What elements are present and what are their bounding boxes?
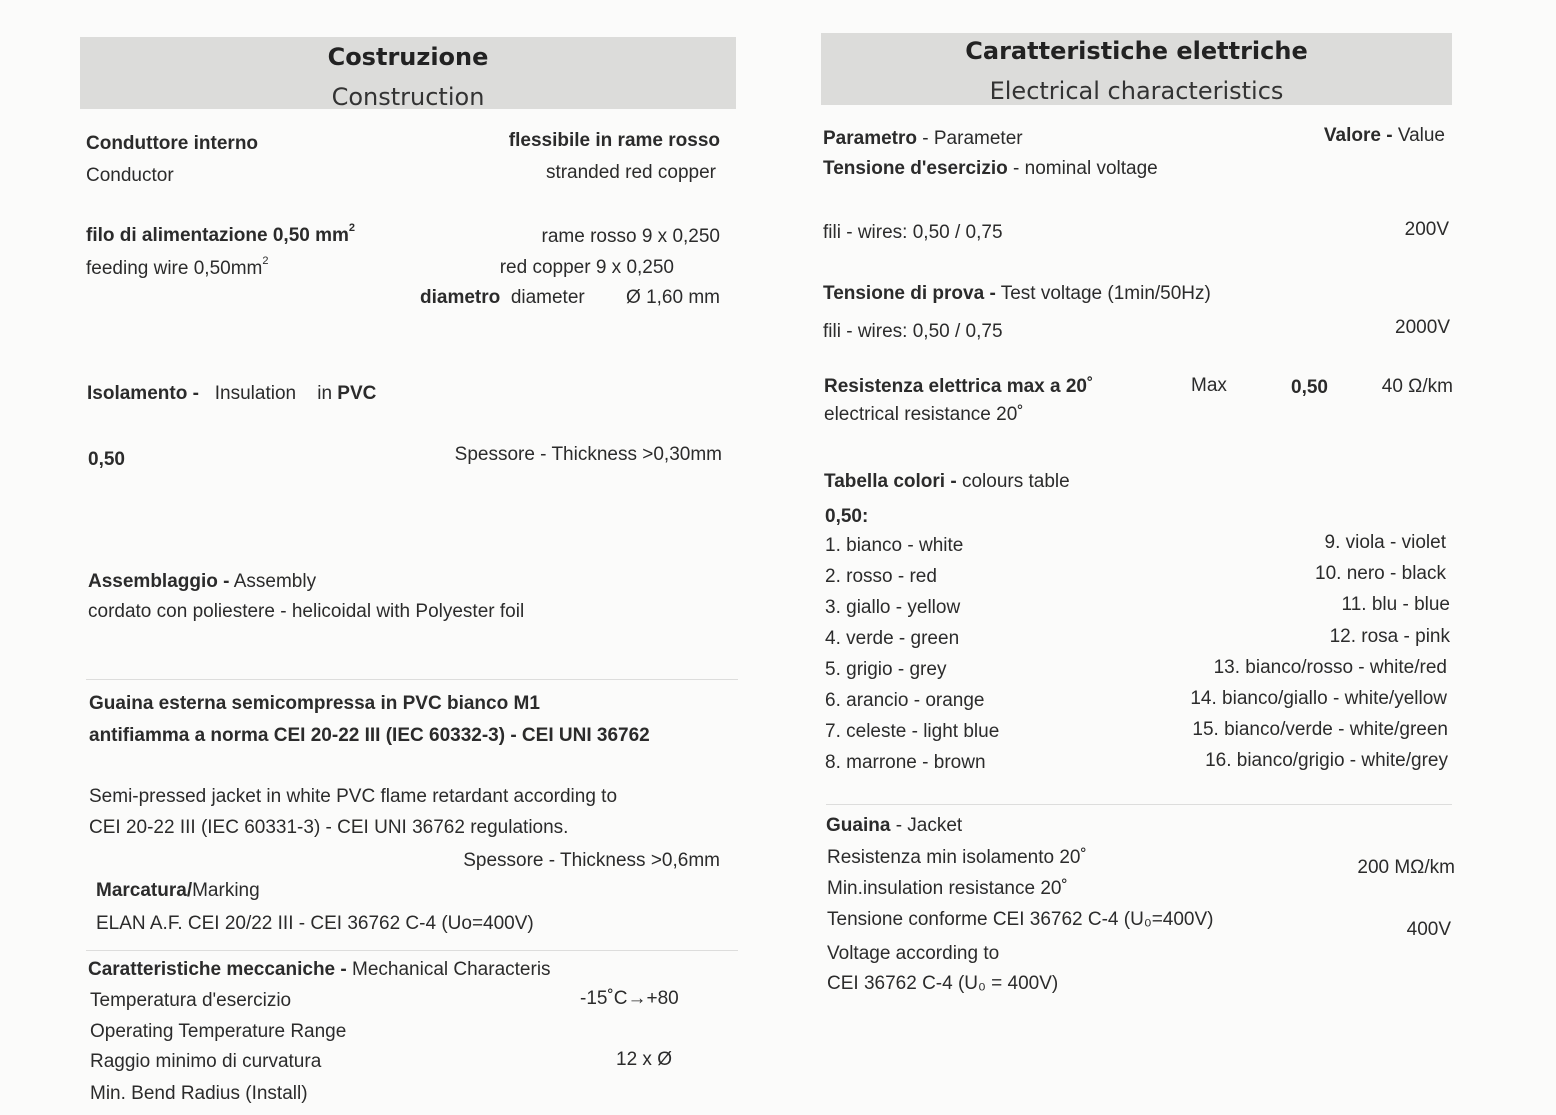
list-item: 16. bianco/grigio - white/grey [1205,750,1448,771]
value-heading [1324,126,1445,145]
list-item: 14. bianco/giallo - white/yellow [1190,688,1447,709]
diameter-label-en: diameter [510,287,585,308]
construction-header [80,37,736,109]
feeding-wire-label-it [86,222,356,246]
value-label-en: Value [1397,125,1445,146]
list-item: 13. bianco/rosso - white/red [1213,657,1447,678]
temp-value: -15˚C→+80 [580,988,679,1009]
insulation-resistance-en: Min.insulation resistance 20˚ [827,878,1068,899]
insulation-label-en: Insulation [214,383,297,404]
jacket-voltage-it: Tensione conforme CEI 36762 C-4 (U₀=400V) [827,909,1214,930]
conductor-value-it: flessibile in rame rosso [508,130,720,151]
nominal-voltage-label-en: - nominal voltage [1013,158,1158,179]
insulation-row [87,384,376,403]
resistance-size: 0,50 [1291,377,1328,398]
feeding-wire-sup-en: 2 [262,255,269,267]
list-item: 3. giallo - yellow [825,597,961,618]
value-label-it: Valore - [1323,125,1393,146]
jacket-line-2: antifiamma a norma CEI 20-22 III (IEC 60332-3) - CEI UNI 36762 [89,725,650,746]
divider [86,679,738,680]
list-item: 15. bianco/verde - white/green [1192,719,1448,740]
feeding-wire-label-en [86,255,269,279]
diameter-row [420,288,585,307]
list-item: 11. blu - blue [1341,594,1450,615]
resistance-value: 40 Ω/km [1381,376,1453,397]
jacket-en-line-1: Semi-pressed jacket in white PVC flame retardant according to [89,786,618,807]
feeding-wire-sup: 2 [348,222,356,234]
mechanical-label [88,960,551,979]
electrical-title: Caratteristiche elettriche [965,37,1308,65]
assembly-label-it: Assemblaggio - [88,571,230,592]
list-item: 5. grigio - grey [825,659,947,680]
jacket-voltage-value: 400V [1406,919,1451,940]
insulation-resistance-value: 200 MΩ/km [1357,857,1455,878]
assembly-text: cordato con poliestere - helicoidal with Polyester foil [88,601,525,622]
marking-label-en: Marking [192,880,260,901]
mechanical-label-it: Caratteristiche meccaniche - [88,959,347,980]
colours-label-en: colours table [961,471,1070,492]
colours-size: 0,50: [825,506,869,527]
resistance-label-en: electrical resistance 20˚ [824,404,1024,425]
jacket-line-1: Guaina esterna semicompressa in PVC bianco M1 [89,693,540,714]
jacket-label-it: Guaina [826,815,891,836]
colours-label-it: Tabella colori - [824,471,957,492]
nominal-value: 200V [1404,219,1449,240]
jacket-label-en: - Jacket [895,815,963,836]
list-item: 9. viola - violet [1324,532,1446,553]
list-item: 7. celeste - light blue [825,721,1000,742]
list-item: 8. marrone - brown [825,752,986,773]
parameter-heading [823,129,1023,148]
list-item: 4. verde - green [825,628,960,649]
temp-label-en: Operating Temperature Range [90,1021,347,1042]
jacket-en-line-2: CEI 20-22 III (IEC 60331-3) - CEI UNI 36762 regulations. [89,817,569,838]
marking-label-it: Marcatura/ [96,880,193,901]
feeding-wire-value-en: red copper 9 x 0,250 [499,257,674,278]
divider [826,804,1452,805]
list-item: 6. arancio - orange [825,690,985,711]
diameter-label-it: diametro [420,287,501,308]
resistance-max: Max [1191,375,1227,396]
feeding-wire-value-it: rame rosso 9 x 0,250 [541,226,720,247]
parameter-label-it: Parametro [823,128,917,149]
construction-title: Costruzione [327,43,489,71]
bend-value: 12 x Ø [616,1049,672,1070]
electrical-subtitle: Electrical characteristics [989,77,1284,105]
assembly-label [88,572,316,591]
list-item: 12. rosa - pink [1329,626,1450,647]
conductor-label-en: Conductor [86,165,174,186]
list-item: 1. bianco - white [825,535,964,556]
temp-label-it: Temperatura d'esercizio [90,990,292,1011]
nominal-wires: fili - wires: 0,50 / 0,75 [823,222,1003,243]
diameter-value: Ø 1,60 mm [626,287,720,308]
insulation-material: PVC [337,383,377,404]
feeding-wire-label-it-text: filo di alimentazione 0,50 mm [86,225,349,246]
jacket-thickness: Spessore - Thickness >0,6mm [463,850,720,871]
electrical-header [821,33,1452,105]
jacket-heading [826,816,962,835]
resistance-label-it: Resistenza elettrica max a 20˚ [824,376,1094,397]
test-voltage-label-it: Tensione di prova - [823,283,996,304]
conductor-label-it: Conduttore interno [86,133,259,154]
divider [86,950,738,951]
test-wires: fili - wires: 0,50 / 0,75 [823,321,1003,342]
insulation-size: 0,50 [88,449,125,470]
insulation-resistance-it: Resistenza min isolamento 20˚ [827,847,1087,868]
list-item: 10. nero - black [1315,563,1446,584]
conductor-value-en: stranded red copper [545,162,716,183]
bend-label-it: Raggio minimo di curvatura [90,1051,322,1072]
test-value: 2000V [1395,317,1450,338]
mechanical-label-en: Mechanical Characteris [352,959,551,980]
test-voltage-heading [823,284,1211,303]
nominal-voltage-label-it: Tensione d'esercizio [823,158,1008,179]
feeding-wire-label-en-text: feeding wire 0,50mm [86,258,263,279]
jacket-voltage-en-2: CEI 36762 C-4 (U₀ = 400V) [827,973,1059,994]
insulation-thickness: Spessore - Thickness >0,30mm [454,444,722,465]
parameter-label-en: - Parameter [922,128,1023,149]
marking-label [96,881,260,900]
list-item: 2. rosso - red [825,566,937,587]
test-voltage-label-en: Test voltage (1min/50Hz) [1000,283,1211,304]
nominal-voltage-heading [823,159,1158,178]
insulation-label-it: Isolamento - [87,383,199,404]
assembly-label-en: Assembly [233,571,317,592]
jacket-voltage-en-1: Voltage according to [827,943,1000,964]
insulation-material-prefix: in [317,383,333,404]
marking-text: ELAN A.F. CEI 20/22 III - CEI 36762 C-4 (Uo=400V) [96,913,534,934]
construction-subtitle: Construction [331,83,485,111]
bend-label-en: Min. Bend Radius (Install) [90,1083,308,1104]
colours-heading [824,472,1070,491]
